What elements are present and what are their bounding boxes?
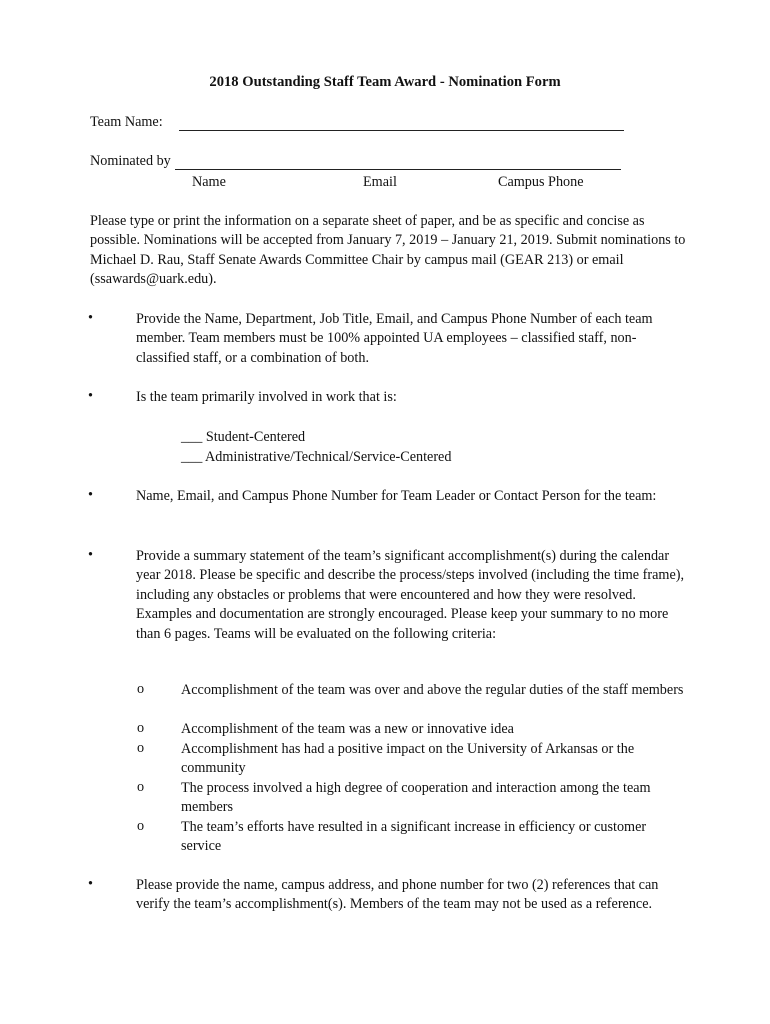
criteria-item: The process involved a high degree of cooperation and interaction among the team members <box>181 780 651 816</box>
form-title: 2018 Outstanding Staff Team Award - Nomination Form <box>209 74 561 90</box>
nominated-by-row <box>90 153 621 170</box>
option-label: Student-Centered <box>205 429 306 445</box>
criteria-marker: o <box>137 740 145 756</box>
option-administrative[interactable] <box>181 447 451 467</box>
criteria-marker: o <box>137 818 145 834</box>
team-name-field[interactable] <box>179 115 624 131</box>
bullet-marker: • <box>88 388 93 404</box>
bullet-team-leader: Name, Email, and Campus Phone Number for Team Leader or Contact Person for the team: <box>136 488 657 504</box>
instructions-paragraph: Please type or print the information on a separate sheet of paper, and be as specific and concise as possible. Nominations will be accepted from January 7, 2019 – January 21, 2019. Submit nominations to Michael D. Rau, Staff Senate Awards Committee Chair by campus mail (GEAR 213) or email (ssawards@uark.edu). <box>90 213 686 288</box>
bullet-team-members: Provide the Name, Department, Job Title, Email, and Campus Phone Number of each team member. Team members must be 100% appointed UA employees – classified staff, non-classified staff, or a combination of both. <box>136 311 653 366</box>
sub-label-name: Name <box>192 174 226 190</box>
bullet-marker: • <box>88 310 93 326</box>
bullet-references: Please provide the name, campus address, and phone number for two (2) references that can verify the team’s accomplishment(s). Members of the team may not be used as a reference. <box>136 877 659 913</box>
criteria-item: Accomplishment has had a positive impact on the University of Arkansas or the community <box>181 741 635 777</box>
criteria-item: Accomplishment of the team was over and above the regular duties of the staff members <box>181 682 684 698</box>
criteria-item: The team’s efforts have resulted in a significant increase in efficiency or customer service <box>181 819 647 855</box>
bullet-marker: • <box>88 876 93 892</box>
sub-label-email: Email <box>363 174 397 190</box>
nominated-by-label: Nominated by <box>90 153 171 169</box>
team-name-row <box>90 114 624 131</box>
criteria-marker: o <box>137 779 145 795</box>
team-name-label: Team Name: <box>90 114 163 130</box>
sub-label-phone: Campus Phone <box>498 174 584 190</box>
criteria-marker: o <box>137 720 145 736</box>
bullet-work-type: Is the team primarily involved in work that is: <box>136 389 397 405</box>
checkbox-blank[interactable]: ___ <box>181 429 203 445</box>
option-student-centered[interactable] <box>181 427 305 447</box>
bullet-marker: • <box>88 547 93 563</box>
checkbox-blank[interactable]: ___ <box>181 449 203 465</box>
criteria-marker: o <box>137 681 145 697</box>
criteria-item: Accomplishment of the team was a new or innovative idea <box>181 721 514 737</box>
bullet-summary: Provide a summary statement of the team’s significant accomplishment(s) during the calendar year 2018. Please be specific and describe the process/steps involved (including the time frame), including any obstacles or problems that were encountered and how they were resolved. Examples and documentation are strongly encouraged. Please keep your summary to no more than 6 pages. Teams will be evaluated on the following criteria: <box>136 548 685 642</box>
bullet-marker: • <box>88 487 93 503</box>
nominated-by-field[interactable] <box>175 154 621 170</box>
option-label: Administrative/Technical/Service-Centered <box>205 449 452 465</box>
